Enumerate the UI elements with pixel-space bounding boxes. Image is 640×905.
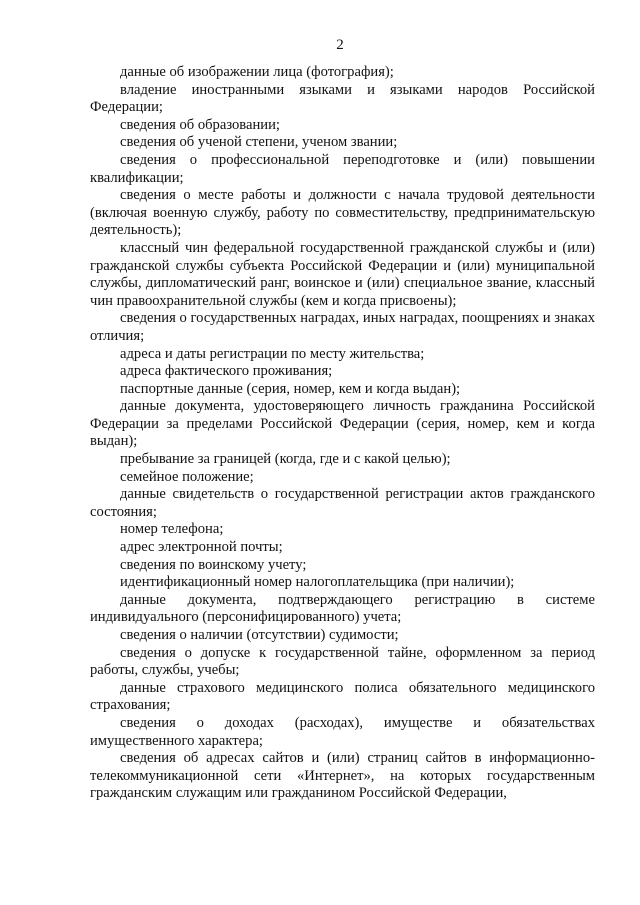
paragraph: сведения о государственных наградах, иных наградах, поощрениях и знаках отличия;	[90, 310, 595, 344]
paragraph: пребывание за границей (когда, где и с какой целью);	[120, 451, 451, 468]
paragraph: данные свидетельств о государственной регистрации актов гражданского состояния;	[90, 486, 595, 520]
paragraph: сведения об образовании;	[120, 116, 280, 133]
paragraph: сведения об адресах сайтов и (или) страниц сайтов в информационно-телекоммуникационной сети «Интернет», на которых государственным гражданским служащим или гражданином Российской Федерации,	[90, 750, 595, 802]
paragraph: сведения о наличии (отсутствии) судимости;	[120, 627, 399, 643]
paragraph: владение иностранными языками и языками народов Российской Федерации;	[90, 81, 595, 116]
page-number: 2	[336, 37, 344, 53]
paragraph: сведения об ученой степени, ученом звании;	[120, 134, 398, 151]
paragraph: адреса и даты регистрации по месту жительства;	[120, 345, 425, 362]
paragraph: сведения по воинскому учету;	[120, 556, 307, 573]
paragraph: адрес электронной почты;	[120, 539, 283, 556]
paragraph: сведения о доходах (расходах), имуществе и обязательствах имущественного характера;	[90, 714, 595, 749]
paragraph: данные об изображении лица (фотография);	[120, 64, 394, 80]
paragraph: адреса фактического проживания;	[120, 363, 333, 380]
paragraph: сведения о профессиональной переподготовке и (или) повышении квалификации;	[90, 151, 595, 186]
paragraph: сведения о месте работы и должности с начала трудовой деятельности (включая военную службу, работу по совместительству, предпринимательскую деятельность);	[90, 187, 595, 239]
paragraph: сведения о допуске к государственной тайне, оформленном за период работы, службы, учебы;	[90, 644, 595, 679]
paragraph: данные документа, удостоверяющего личность гражданина Российской Федерации за пределами Российской Федерации (серия, номер, кем и когда выдан);	[90, 398, 595, 450]
document-body	[90, 64, 595, 803]
paragraph: классный чин федеральной государственной гражданской службы и (или) гражданской службы субъекта Российской Федерации и (или) муниципальной службы, дипломатический ранг, воинское и (или) специальное звание, классный чин правоохранительной службы (кем и когда присвоены);	[90, 239, 595, 309]
paragraph: идентификационный номер налогоплательщика (при наличии);	[120, 574, 515, 591]
paragraph: данные страхового медицинского полиса обязательного медицинского страхования;	[90, 679, 595, 714]
paragraph: паспортные данные (серия, номер, кем и когда выдан);	[120, 380, 461, 397]
paragraph: данные документа, подтверждающего регистрацию в системе индивидуального (персонифицированного) учета;	[90, 591, 595, 626]
paragraph: семейное положение;	[120, 468, 254, 485]
paragraph: номер телефона;	[120, 521, 224, 538]
